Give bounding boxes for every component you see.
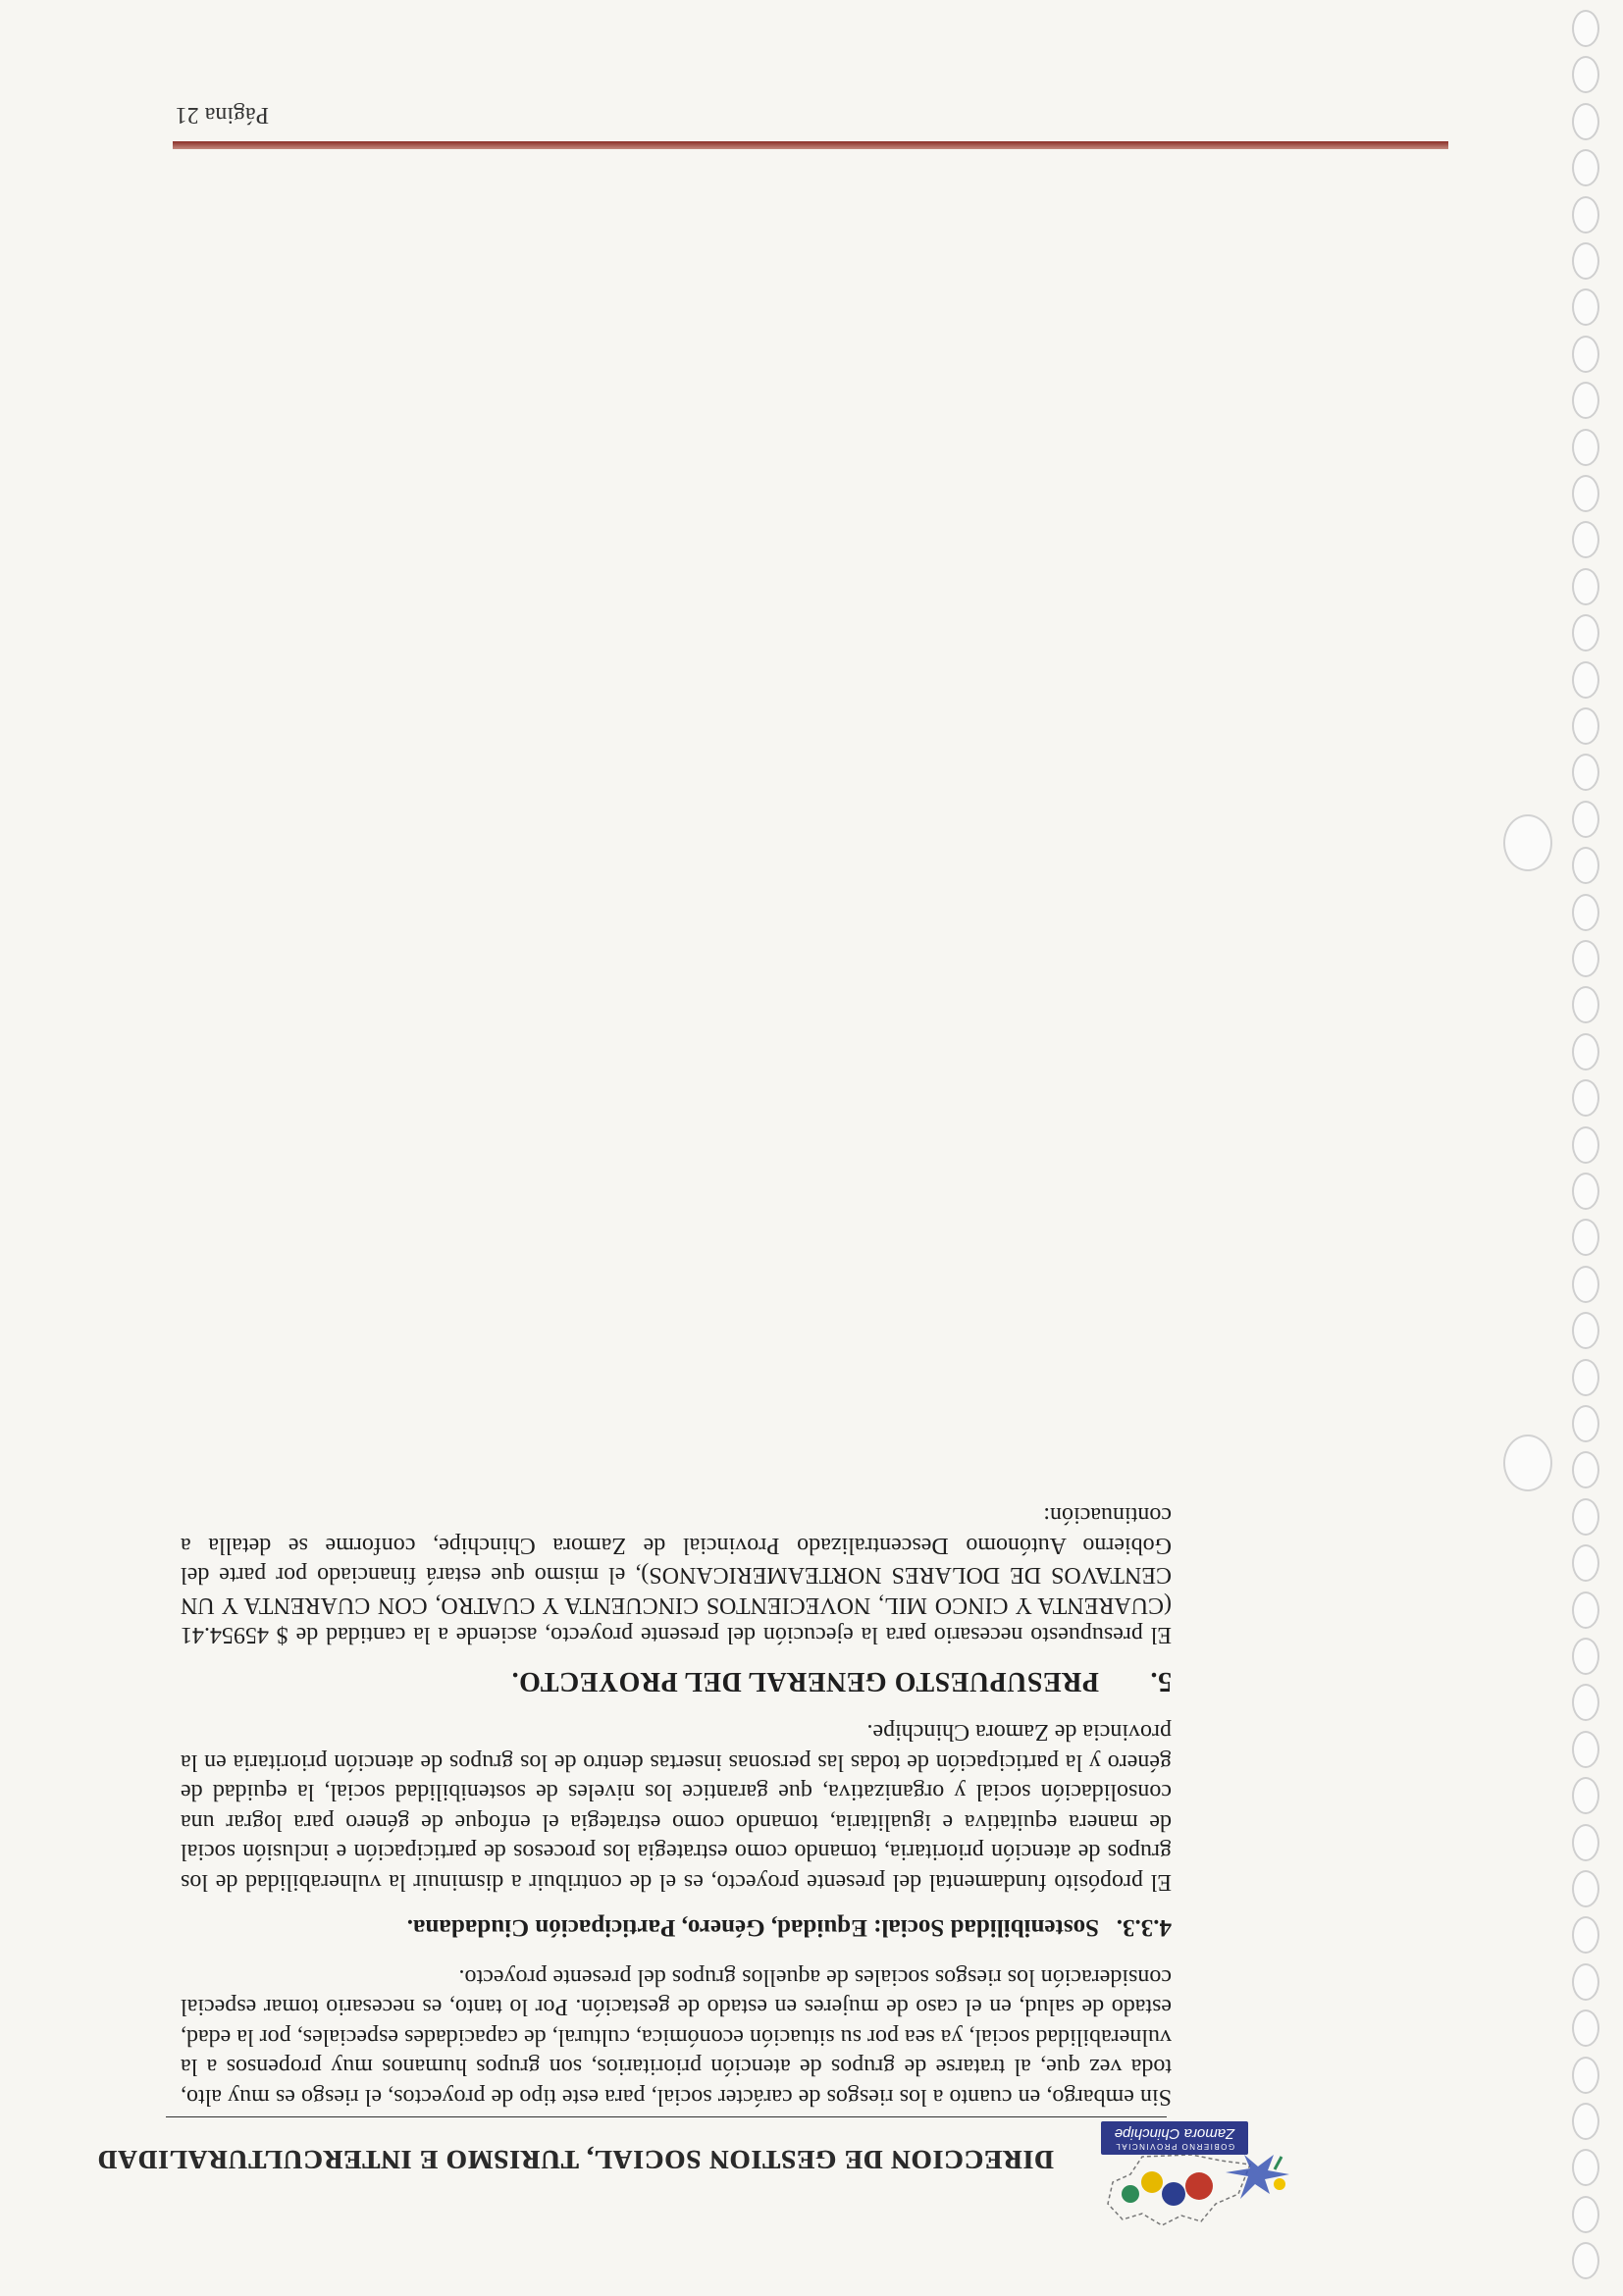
page-number: Página 21 bbox=[175, 102, 269, 128]
department-title: DIRECCION DE GESTION SOCIAL, TURISMO E INTERCULTURALIDAD bbox=[97, 2145, 1054, 2174]
section-5-heading bbox=[181, 1666, 1172, 1696]
header-divider bbox=[166, 2116, 1167, 2117]
provincial-government-logo bbox=[1083, 2125, 1309, 2233]
section-433-paragraph: El propósito fundamental del presente proyecto, es el de contribuir a disminuir la vulnerabilidad de los grupos de atención prioritaria, tomando como estrategia los procesos de participación e inclusión social de manera equitativa e igualitaria, tomando como estrategia el enfoque de género para lograr una consolidación social y organizativa, que garantice los niveles de sostenibilidad social, la equidad de género y la participación de todas las personas insertas dentro de los grupos de atención prioritaria en la provincia de Zamora Chinchipe. bbox=[181, 1719, 1172, 1895]
logo-caption bbox=[1101, 2121, 1248, 2155]
section-5-number: 5. bbox=[1150, 1666, 1172, 1696]
page-body bbox=[181, 1500, 1172, 2112]
intro-paragraph: Sin embargo, en cuanto a los riesgos de carácter social, para este tipo de proyectos, el riesgo es muy alto, toda vez que, al tratarse de grupos de atención prioritarios, son grupos humanos muy propensos a la vulnerabilidad social, ya sea por su situación económica, cultural, de capacidades especiales, por la edad, estado de salud, en el caso de mujeres en estado de gestación. Por lo tanto, es necesario tomar especial consideración los riesgos sociales de aquellos grupos del presente proyecto. bbox=[181, 1964, 1172, 2110]
logo-name: Zamora Chinchipe bbox=[1114, 2125, 1235, 2142]
section-5-paragraph: El presupuesto necesario para la ejecución del presente proyecto, asciende a la cantidad de $ 45954.41 (CUARENTA Y CINCO MIL, NOVECIENTOS CINCUENTA Y CUATRO, CON CUARENTA Y UN CENTAVOS DE DOLARES NORTEAMERICANOS), el mismo que estará financiado por parte del Gobierno Autónomo Descentralizado Provincial de Zamora Chinchipe, conforme se detalla a continuación: bbox=[181, 1502, 1172, 1648]
footer-divider bbox=[173, 141, 1448, 149]
province-map-icon bbox=[1083, 2151, 1309, 2233]
logo-small-text: GOBIERNO PROVINCIAL bbox=[1114, 2142, 1235, 2151]
section-433-title: Sostenibilidad Social: Equidad, Género, Participación Ciudadana. bbox=[406, 1914, 1099, 1942]
page-header bbox=[97, 2125, 1270, 2233]
section-5-title: PRESUPUESTO GENERAL DEL PROYECTO. bbox=[511, 1666, 1099, 1696]
section-433-number: 4.3.3. bbox=[1116, 1914, 1172, 1942]
section-433-heading bbox=[181, 1912, 1172, 1943]
